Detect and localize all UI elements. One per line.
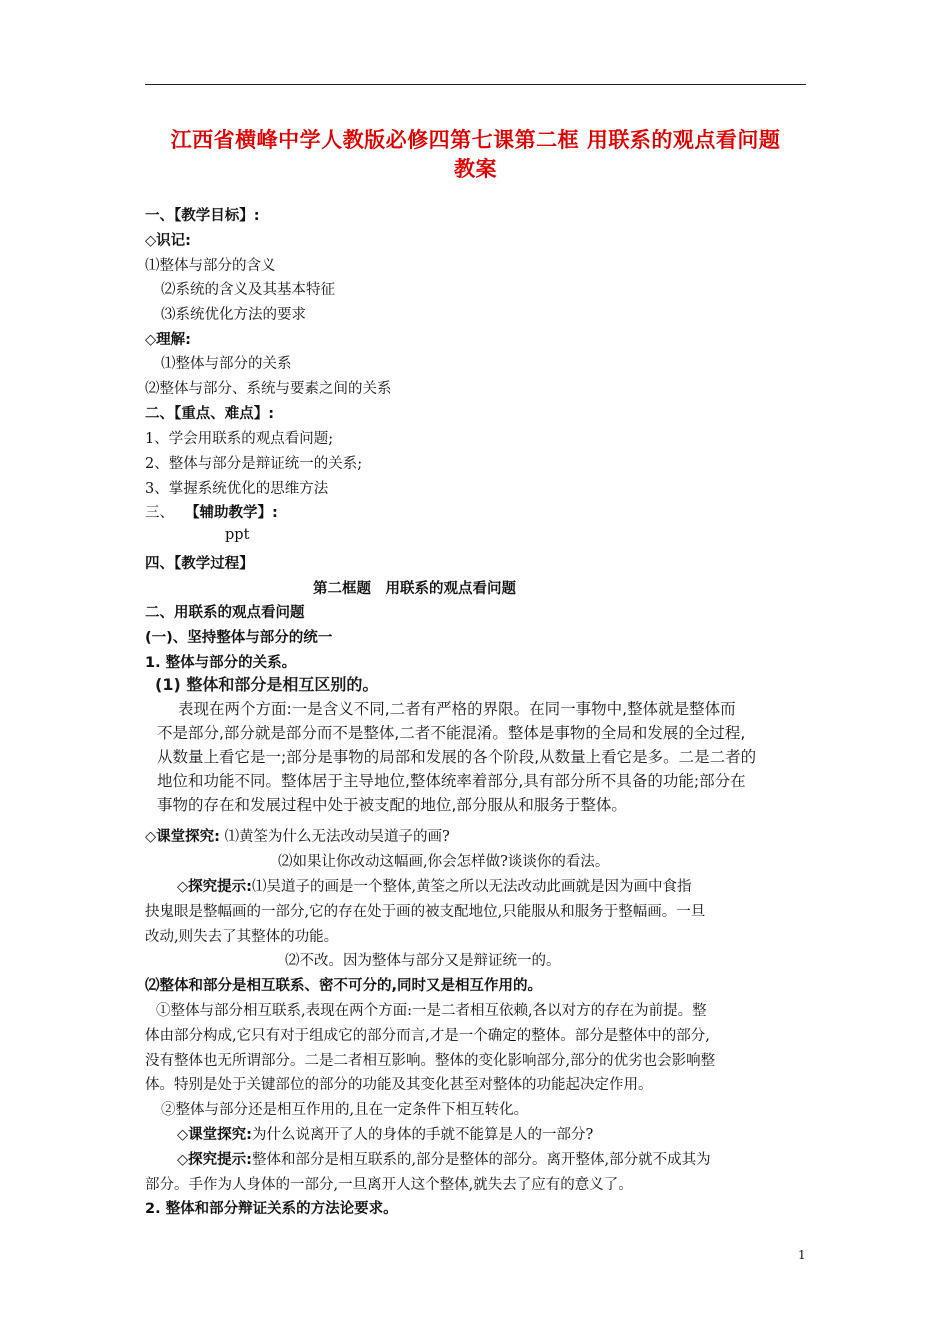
excerpt-line-2: 不是部分,部分就是部分而不是整体,二者不能混淆。整体是事物的全局和发展的全过程, bbox=[157, 724, 746, 742]
topic-heading: 二、用联系的观点看问题 bbox=[145, 605, 305, 621]
class-inquiry-2-label: ◇课堂探究: bbox=[177, 1127, 252, 1143]
point-2-line-3: 没有整体也无所谓部分。二是二者相互影响。整体的变化影响部分,部分的优劣也会影响整 bbox=[145, 1053, 716, 1069]
inquiry-hint-2-line-2: 部分。手作为人身体的一部分,一旦离开人这个整体,就失去了应有的意义了。 bbox=[145, 1177, 633, 1193]
class-inquiry-1-question-1: ⑴黄筌为什么无法改动吴道子的画? bbox=[224, 829, 450, 845]
point-3-heading: 2. 整体和部分辩证关系的方法论要求。 bbox=[145, 1201, 398, 1217]
point-2-heading: ⑵整体和部分是相互联系、密不可分的,同时又是相互作用的。 bbox=[145, 978, 543, 994]
inquiry-hint-1-line-1: ◇探究提示:⑴吴道子的画是一个整体,黄筌之所以无法改动此画就是因为画中食指 bbox=[177, 879, 692, 895]
inquiry-hint-1-line-3: 改动,则失去了其整体的功能。 bbox=[145, 929, 339, 945]
recall-item-1: ⑴整体与部分的含义 bbox=[145, 258, 276, 274]
point-1-heading: 1. 整体与部分的关系。 bbox=[145, 655, 297, 671]
point-2-line-5: ②整体与部分还是相互作用的,且在一定条件下相互转化。 bbox=[161, 1102, 529, 1118]
lesson-subtitle: 第二框题 用联系的观点看问题 bbox=[313, 581, 516, 597]
inquiry-hint-1-label: ◇探究提示: bbox=[177, 879, 252, 895]
doc-title-line2: 教案 bbox=[454, 157, 497, 181]
keypoint-1: 1、学会用联系的观点看问题; bbox=[145, 431, 334, 447]
excerpt-line-4: 地位和功能不同。整体居于主导地位,整体统率着部分,具有部分所不具备的功能;部分在 bbox=[157, 772, 746, 790]
keypoint-2: 2、整体与部分是辩证统一的关系; bbox=[145, 456, 363, 472]
point-2-line-4: 体。特别是处于关键部位的部分的功能及其变化甚至对整体的功能起决定作用。 bbox=[145, 1077, 653, 1093]
excerpt-heading: (1) 整体和部分是相互区别的。 bbox=[155, 675, 379, 694]
class-inquiry-1 bbox=[145, 825, 450, 846]
doc-title-line1: 江西省横峰中学人教版必修四第七课第二框 用联系的观点看问题 bbox=[170, 128, 781, 152]
understand-item-2: ⑵整体与部分、系统与要素之间的关系 bbox=[145, 381, 392, 397]
section-aids-number: 三、 bbox=[145, 505, 174, 521]
subtopic-heading: (一)、坚持整体与部分的统一 bbox=[145, 630, 333, 646]
inquiry-hint-1-line-4: ⑵不改。因为整体与部分又是辩证统一的。 bbox=[285, 953, 561, 969]
section-keypoints-heading: 二、【重点、难点】: bbox=[145, 406, 275, 422]
class-inquiry-2 bbox=[177, 1123, 593, 1144]
recall-item-2: ⑵系统的含义及其基本特征 bbox=[161, 282, 335, 298]
page-number: 1 bbox=[798, 1248, 806, 1262]
inquiry-hint-2-label: ◇探究提示: bbox=[177, 1152, 252, 1168]
recall-item-3: ⑶系统优化方法的要求 bbox=[161, 307, 306, 323]
section-objectives-heading: 一、【教学目标】: bbox=[145, 208, 260, 224]
section-process-heading: 四、【教学过程】 bbox=[145, 556, 254, 572]
understand-item-1: ⑴整体与部分的关系 bbox=[161, 356, 292, 372]
header-rule bbox=[145, 84, 806, 85]
recall-label: ◇识记: bbox=[145, 233, 191, 249]
section-aids-heading: 【辅助教学】: bbox=[185, 505, 278, 521]
class-inquiry-2-question: 为什么说离开了人的身体的手就不能算是人的一部分? bbox=[251, 1127, 594, 1143]
point-2-line-1: ①整体与部分相互联系,表现在两个方面:一是二者相互依赖,各以对方的存在为前提。整 bbox=[156, 1003, 707, 1019]
excerpt-line-1: 表现在两个方面:一是含义不同,二者有严格的界限。在同一事物中,整体就是整体而 bbox=[178, 700, 736, 718]
point-2-line-2: 体由部分构成,它只有对于组成它的部分而言,才是一个确定的整体。部分是整体中的部分, bbox=[145, 1028, 710, 1044]
class-inquiry-1-question-2: ⑵如果让你改动这幅画,你会怎样做?谈谈你的看法。 bbox=[278, 854, 610, 870]
excerpt-line-3: 从数量上看它是一;部分是事物的局部和发展的各个阶段,从数量上看它是多。二是二者的 bbox=[157, 748, 757, 766]
aid-item-ppt: ppt bbox=[225, 527, 250, 543]
excerpt-line-5: 事物的存在和发展过程中处于被支配的地位,部分服从和服务于整体。 bbox=[157, 796, 627, 814]
inquiry-hint-2-line-1: ◇探究提示:整体和部分是相互联系的,部分是整体的部分。离开整体,部分就不成其为 bbox=[177, 1152, 711, 1168]
inquiry-hint-1-line-2: 抉鬼眼是整幅画的一部分,它的存在处于画的被支配地位,只能服从和服务于整幅画。一旦 bbox=[145, 904, 706, 920]
keypoint-3: 3、掌握系统优化的思维方法 bbox=[145, 481, 329, 497]
scanned-excerpt bbox=[152, 672, 808, 818]
understand-label: ◇理解: bbox=[145, 332, 191, 348]
class-inquiry-1-label: ◇课堂探究: bbox=[145, 829, 220, 845]
